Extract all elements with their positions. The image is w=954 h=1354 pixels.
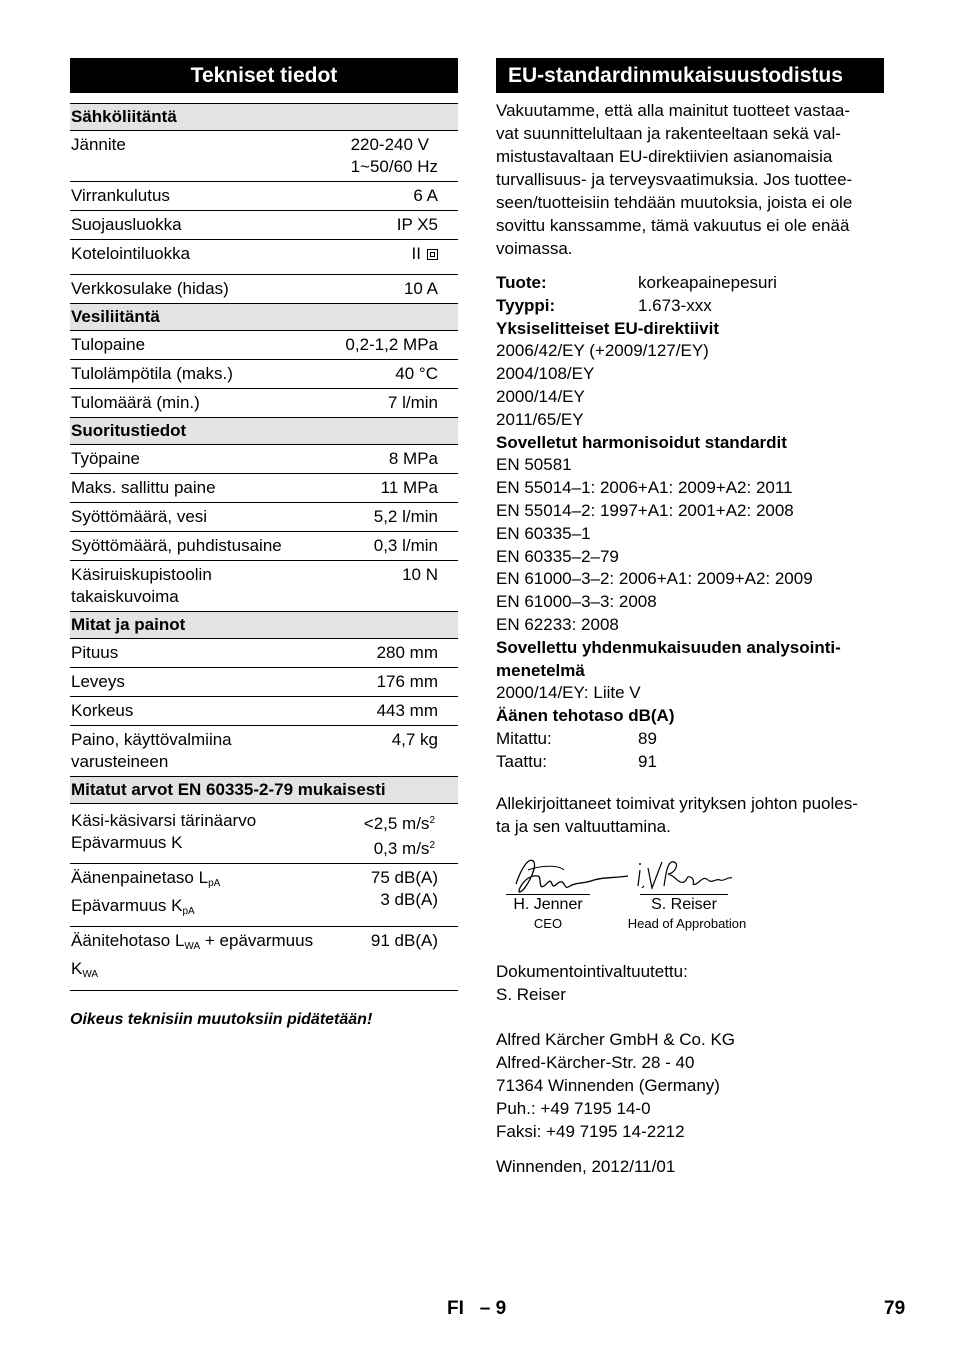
group-dimensions: Mitat ja painot xyxy=(70,612,458,639)
directives-heading: Yksiselitteiset EU-direktiivit xyxy=(496,318,719,338)
table-row: Suojausluokka IP X5 xyxy=(70,211,458,240)
eu-declaration-section xyxy=(496,58,884,1178)
table-row: Äänenpainetaso $L_{pA}$ Epävarmuus $K_{pA}$ 75 dB(A) 3 dB(A) xyxy=(70,864,458,927)
list-item: 2004/108/EY xyxy=(496,364,595,384)
list-item: 2011/65/EY xyxy=(496,409,584,429)
declaration-intro: Vakuutamme, että alla mainitut tuotteet vastaa- vat suunnittelultaan ja rakenteeltaan sekä val- mistustavaltaan EU-direktiivien asianomaisia turvallisuus- ja terveysvaatimuksia. Jos tuottee- seen/tuotteisiin tehdään muutoksia, joista ei ole sovittu kanssamme, tämä vakuutus ei ole enää voimassa. xyxy=(496,101,853,258)
table-row: Pituus 280 mm xyxy=(70,639,458,668)
page-number: 79 xyxy=(884,1298,906,1319)
documentation-officer: Dokumentointivaltuutettu: S. Reiser xyxy=(496,961,688,1004)
table-row: Verkkosulake (hidas) 10 A xyxy=(70,275,458,304)
standards-heading: Sovelletut harmonisoidut standardit xyxy=(496,432,787,452)
group-power: Sähköliitäntä xyxy=(70,104,458,131)
group-water: Vesiliitäntä xyxy=(70,304,458,331)
table-row: Syöttömäärä, puhdistusaine 0,3 l/min xyxy=(70,532,458,561)
group-measured: Mitatut arvot EN 60335-2-79 mukaisesti xyxy=(70,777,458,804)
table-row: Virrankulutus 6 A xyxy=(70,182,458,211)
signatory-jenner: H. Jenner CEO xyxy=(506,894,590,931)
method-heading: Sovellettu yhdenmukaisuuden analysointi- menetelmä xyxy=(496,637,841,680)
technical-data-section xyxy=(70,58,458,1029)
technical-data-title: Tekniset tiedot xyxy=(70,58,458,93)
table-row: Käsiruiskupistoolin takaiskuvoima 10 N xyxy=(70,561,458,612)
declaration-details xyxy=(496,272,884,774)
table-row: Paino, käyttövalmiina varusteineen 4,7 kg xyxy=(70,726,458,777)
signatories-text: Allekirjoittaneet toimivat yrityksen johton puoles- ta ja sen valtuuttamina. xyxy=(496,793,858,836)
signature-reiser-icon xyxy=(634,852,744,898)
list-item: EN 60335–2–79 xyxy=(496,546,619,566)
table-row: Työpaine 8 MPa xyxy=(70,445,458,474)
footer-language-page: FI – 9 xyxy=(447,1298,507,1319)
table-row: Korkeus 443 mm xyxy=(70,697,458,726)
technical-changes-note: Oikeus teknisiin muutoksiin pidätetään! xyxy=(70,1011,373,1028)
table-row: Tulopaine 0,2-1,2 MPa xyxy=(70,331,458,360)
list-item: EN 55014–1: 2006+A1: 2009+A2: 2011 xyxy=(496,478,793,498)
group-performance: Suoritustiedot xyxy=(70,418,458,445)
list-item: EN 61000–3–3: 2008 xyxy=(496,592,657,612)
signatory-reiser: S. Reiser Head of Approbation xyxy=(627,895,747,931)
method-value: 2000/14/EY: Liite V xyxy=(496,683,641,703)
list-item: 2006/42/EY (+2009/127/EY) xyxy=(496,341,709,361)
table-row: Tulomäärä (min.) 7 l/min xyxy=(70,389,458,418)
table-row: Kotelointiluokka II xyxy=(70,240,458,275)
table-row: Käsi-käsivarsi tärinäarvo Epävarmuus K <2,5 $m/s^2$ 0,3 $m/s^2$ xyxy=(70,804,458,864)
table-row: Leveys 176 mm xyxy=(70,668,458,697)
measured-row: Mitattu: 89 xyxy=(496,728,657,748)
list-item: EN 50581 xyxy=(496,455,572,475)
sound-heading: Äänen tehotaso dB(A) xyxy=(496,706,675,726)
list-item: EN 61000–3–2: 2006+A1: 2009+A2: 2009 xyxy=(496,569,813,589)
technical-data-table xyxy=(70,103,458,991)
guaranteed-row: Taattu: 91 xyxy=(496,751,657,771)
list-item: EN 60335–1 xyxy=(496,523,591,543)
protection-class-ii-icon xyxy=(427,249,438,260)
list-item: 2000/14/EY xyxy=(496,386,585,406)
table-row: Äänitehotaso $L_{WA}$ + epävarmuus $K_{WA}$ 91 dB(A) xyxy=(70,927,458,991)
signatures xyxy=(496,848,884,938)
eu-declaration-title: EU-standardinmukaisuustodistus xyxy=(496,58,884,93)
list-item: EN 62233: 2008 xyxy=(496,614,619,634)
table-row: Tulolämpötila (maks.) 40 °C xyxy=(70,360,458,389)
table-row: Syöttömäärä, vesi 5,2 l/min xyxy=(70,503,458,532)
company-address: Alfred Kärcher GmbH & Co. KG Alfred-Kärcher-Str. 28 - 40 71364 Winnenden (Germany) Puh.: +49 7195 14-0 Faksi: +49 7195 14-2212 xyxy=(496,1029,736,1141)
product-row: Tuote: korkeapainepesuri xyxy=(496,273,777,292)
table-row: Maks. sallittu paine 11 MPa xyxy=(70,474,458,503)
place-date: Winnenden, 2012/11/01 xyxy=(496,1156,676,1176)
list-item: EN 55014–2: 1997+A1: 2001+A2: 2008 xyxy=(496,500,794,520)
table-row: Jännite 220-240 V 1~50/60 Hz xyxy=(70,131,458,182)
type-row: Tyyppi: 1.673-xxx xyxy=(496,295,712,315)
